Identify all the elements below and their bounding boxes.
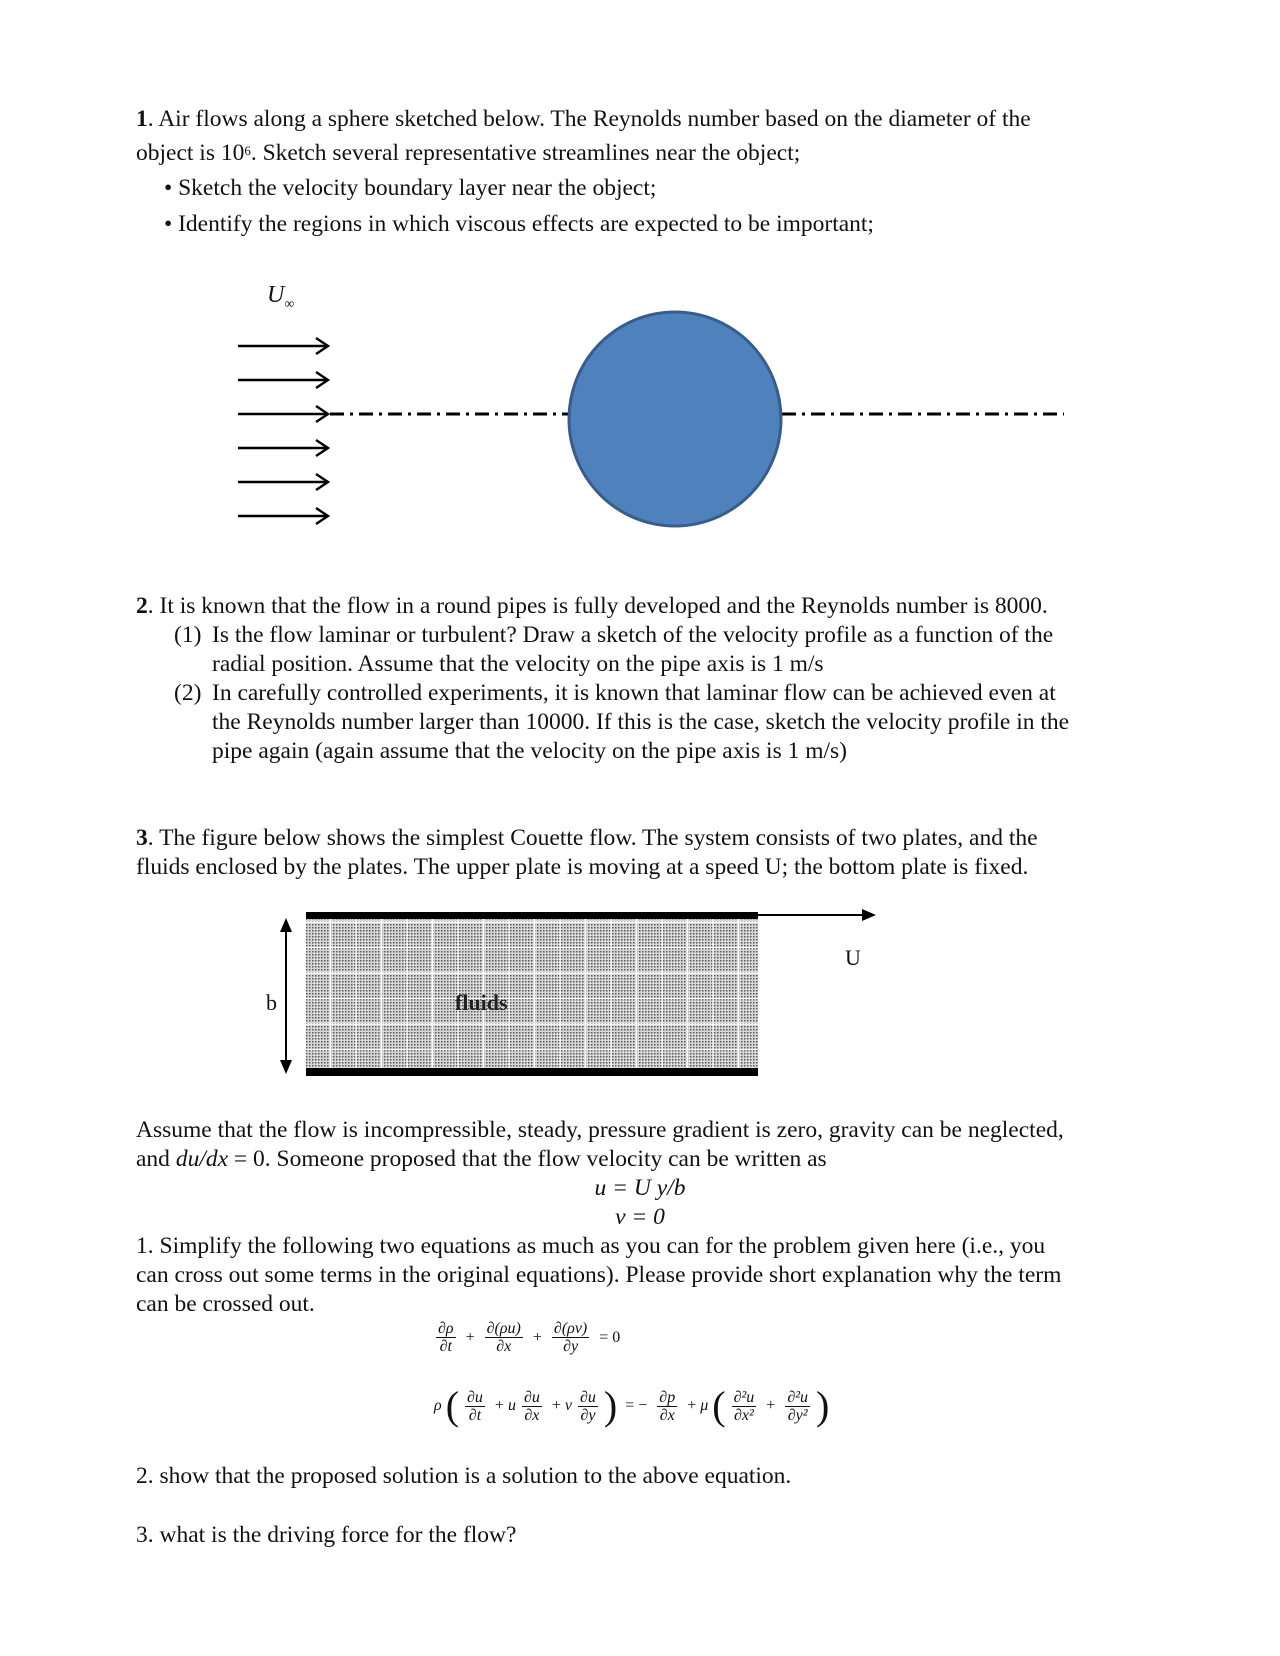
assumption-line-2 <box>136 1145 827 1174</box>
plus: + <box>766 1397 776 1414</box>
momentum-equation <box>434 1383 830 1428</box>
q3-line-1-text: . The figure below shows the simplest Couette flow. The system consists of two plates, and the <box>147 825 1038 851</box>
term-drhou-dx-den: ∂x <box>496 1338 512 1355</box>
right-paren: ) <box>603 1383 618 1428</box>
task-3: 3. what is the driving force for the flow? <box>136 1522 517 1548</box>
task-1-line-1: 1. Simplify the following two equations as much as you can for the problem given here (i.e., you <box>136 1233 1046 1259</box>
fluid-grid <box>306 919 758 1070</box>
task-1-line-2: can cross out some terms in the original equations). Please provide short explanation why the term <box>136 1262 1062 1288</box>
q2-item-1-line-2: radial position. Assume that the velocity on the pipe axis is 1 m/s <box>212 651 824 677</box>
q1-line2-post: . Sketch several representative streamlines near the object; <box>250 140 801 166</box>
q2-number: 2 <box>136 593 148 619</box>
mu: μ <box>700 1397 709 1414</box>
left-paren: ( <box>712 1383 726 1428</box>
du-dx: du/dx <box>175 1146 229 1172</box>
q2-item-2-line-3: pipe again (again assume that the velocity on the pipe axis is 1 m/s) <box>212 738 847 764</box>
height-label: b <box>266 990 277 1015</box>
term-drhov-dy-num: ∂(ρv) <box>553 1320 588 1337</box>
solution-v: v = 0 <box>615 1204 665 1230</box>
du-dy-num: ∂u <box>580 1388 596 1406</box>
u-var: u <box>507 1397 516 1414</box>
upper-plate <box>306 912 758 919</box>
d2u-dx2-den: ∂x² <box>734 1406 754 1424</box>
term-drho-dt-num: ∂ρ <box>438 1320 454 1337</box>
term-drhov-dy-den: ∂y <box>563 1338 579 1355</box>
q2-item-1-line-1: Is the flow laminar or turbulent? Draw a sketch of the velocity profile as a function of the <box>212 622 1054 648</box>
bullet-icon: • <box>164 211 173 237</box>
bullet-icon: • <box>164 175 173 201</box>
q3-line-2: fluids enclosed by the plates. The upper plate is moving at a speed U; the bottom plate is fixed. <box>136 854 1029 880</box>
task-2: 2. show that the proposed solution is a solution to the above equation. <box>136 1463 792 1489</box>
q1-line2-pre: object is 10 <box>136 140 245 166</box>
assumption-pre: and <box>136 1146 176 1172</box>
equals-zero: = 0 <box>599 1328 621 1346</box>
plus: + <box>465 1328 475 1346</box>
q1-bullet-2-text: Identify the regions in which viscous effects are expected to be important; <box>178 211 874 237</box>
infinity-subscript: ∞ <box>284 296 295 312</box>
q2-item-2-line-1: In carefully controlled experiments, it is known that laminar flow can be achieved even at <box>212 680 1056 706</box>
reynolds-exponent: 6 <box>244 143 251 158</box>
q1-number: 1 <box>136 106 148 132</box>
plus: + <box>532 1328 542 1346</box>
q2-intro-text: . It is known that the flow in a round pipes is fully developed and the Reynolds number is 8000. <box>147 593 1048 619</box>
du-dy-den: ∂y <box>580 1406 596 1424</box>
plus: + <box>494 1397 504 1414</box>
plate-velocity-arrow-icon <box>758 909 876 921</box>
term-drho-dt-den: ∂t <box>439 1338 452 1355</box>
rho: ρ <box>434 1397 442 1414</box>
plus: + <box>687 1397 697 1414</box>
continuity-equation <box>434 1320 624 1355</box>
d2u-dx2-num: ∂²u <box>733 1388 755 1406</box>
plus: + <box>551 1397 561 1414</box>
task-1-line-3: can be crossed out. <box>136 1291 315 1317</box>
dp-dx-num: ∂p <box>659 1388 676 1406</box>
q2-item-2-label: (2) <box>174 680 202 706</box>
du-dt-num: ∂u <box>467 1388 483 1406</box>
velocity-label: U <box>845 945 861 970</box>
du-dx-num: ∂u <box>523 1388 540 1406</box>
d2u-dy2-den: ∂y² <box>787 1406 808 1424</box>
equals-minus: = − <box>625 1397 648 1414</box>
fluid-label: fluids <box>455 990 508 1015</box>
q1-text: . Air flows along a sphere sketched below. The Reynolds number based on the diameter of the <box>147 106 1031 132</box>
left-paren: ( <box>445 1383 460 1428</box>
d2u-dy2-num: ∂²u <box>787 1388 809 1406</box>
right-paren: ) <box>816 1383 830 1428</box>
du-dt-den: ∂t <box>468 1406 482 1424</box>
du-dx-den: ∂x <box>524 1406 540 1424</box>
q2-item-2-line-2: the Reynolds number larger than 10000. If this is the case, sketch the velocity profile in the <box>212 709 1070 735</box>
q3-number: 3 <box>136 825 148 851</box>
term-drhou-dx-num: ∂(ρu) <box>486 1320 521 1337</box>
solution-u: u = U y/b <box>594 1175 686 1201</box>
assumption-post: = 0. Someone proposed that the flow velocity can be written as <box>228 1146 827 1172</box>
lower-plate <box>306 1068 758 1076</box>
q1-bullet-1-text: Sketch the velocity boundary layer near the object; <box>178 175 657 201</box>
height-double-arrow-icon <box>280 918 292 1074</box>
q2-item-1-label: (1) <box>174 622 202 648</box>
v-var: v <box>564 1397 572 1414</box>
freestream-u: U <box>267 282 285 308</box>
dp-dx-den: ∂x <box>659 1406 675 1424</box>
assumption-line-1: Assume that the flow is incompressible, steady, pressure gradient is zero, gravity can be neglected, <box>136 1117 1064 1143</box>
